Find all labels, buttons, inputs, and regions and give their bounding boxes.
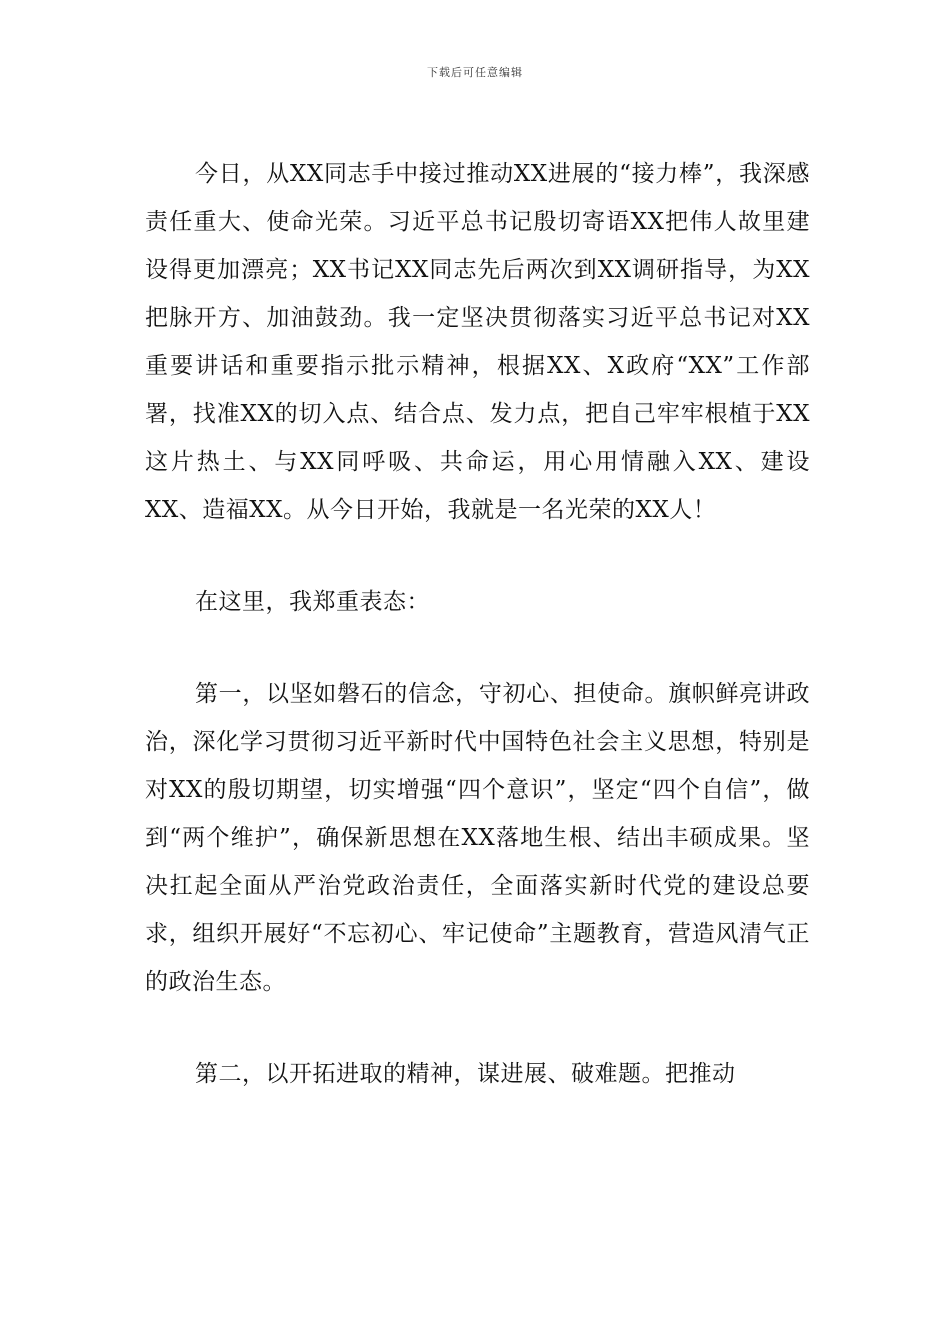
paragraph-statement-intro: 在这里，我郑重表态： [195, 589, 430, 615]
header-note: 下载后可任意编辑 [427, 66, 523, 79]
paragraph-point-two: 第二，以开拓进取的精神，谋进展、破难题。把推动 [195, 1061, 736, 1087]
paragraph-opening: 今日，从XX同志手中接过推动XX进展的“接力棒”，我深感责任重大、使命光荣。习近平总书记殷切寄语XX把伟人故里建设得更加漂亮；XX书记XX同志先后两次到XX调研指导，为XX把脉开方、加油鼓劲。我一定坚决贯彻落实习近平总书记对XX重要讲话和重要指示批示精神，根据XX、X政府“XX”工作部署，找准XX的切入点、结合点、发力点，把自己牢牢根植于XX这片热土、与XX同呼吸、共命运，用心用情融入XX、建设XX、造福XX。从今日开始，我就是一名光荣的XX人！ [145, 161, 810, 523]
paragraph-point-one: 第一，以坚如磐石的信念，守初心、担使命。旗帜鲜亮讲政治，深化学习贯彻习近平新时代中国特色社会主义思想，特别是对XX的殷切期望，切实增强“四个意识”，坚定“四个自信”，做到“两个维护”，确保新思想在XX落地生根、结出丰硕成果。坚决扛起全面从严治党政治责任，全面落实新时代党的建设总要求，组织开展好“不忘初心、牢记使命”主题教育，营造风清气正的政治生态。 [145, 681, 810, 995]
document-body [145, 150, 810, 1098]
